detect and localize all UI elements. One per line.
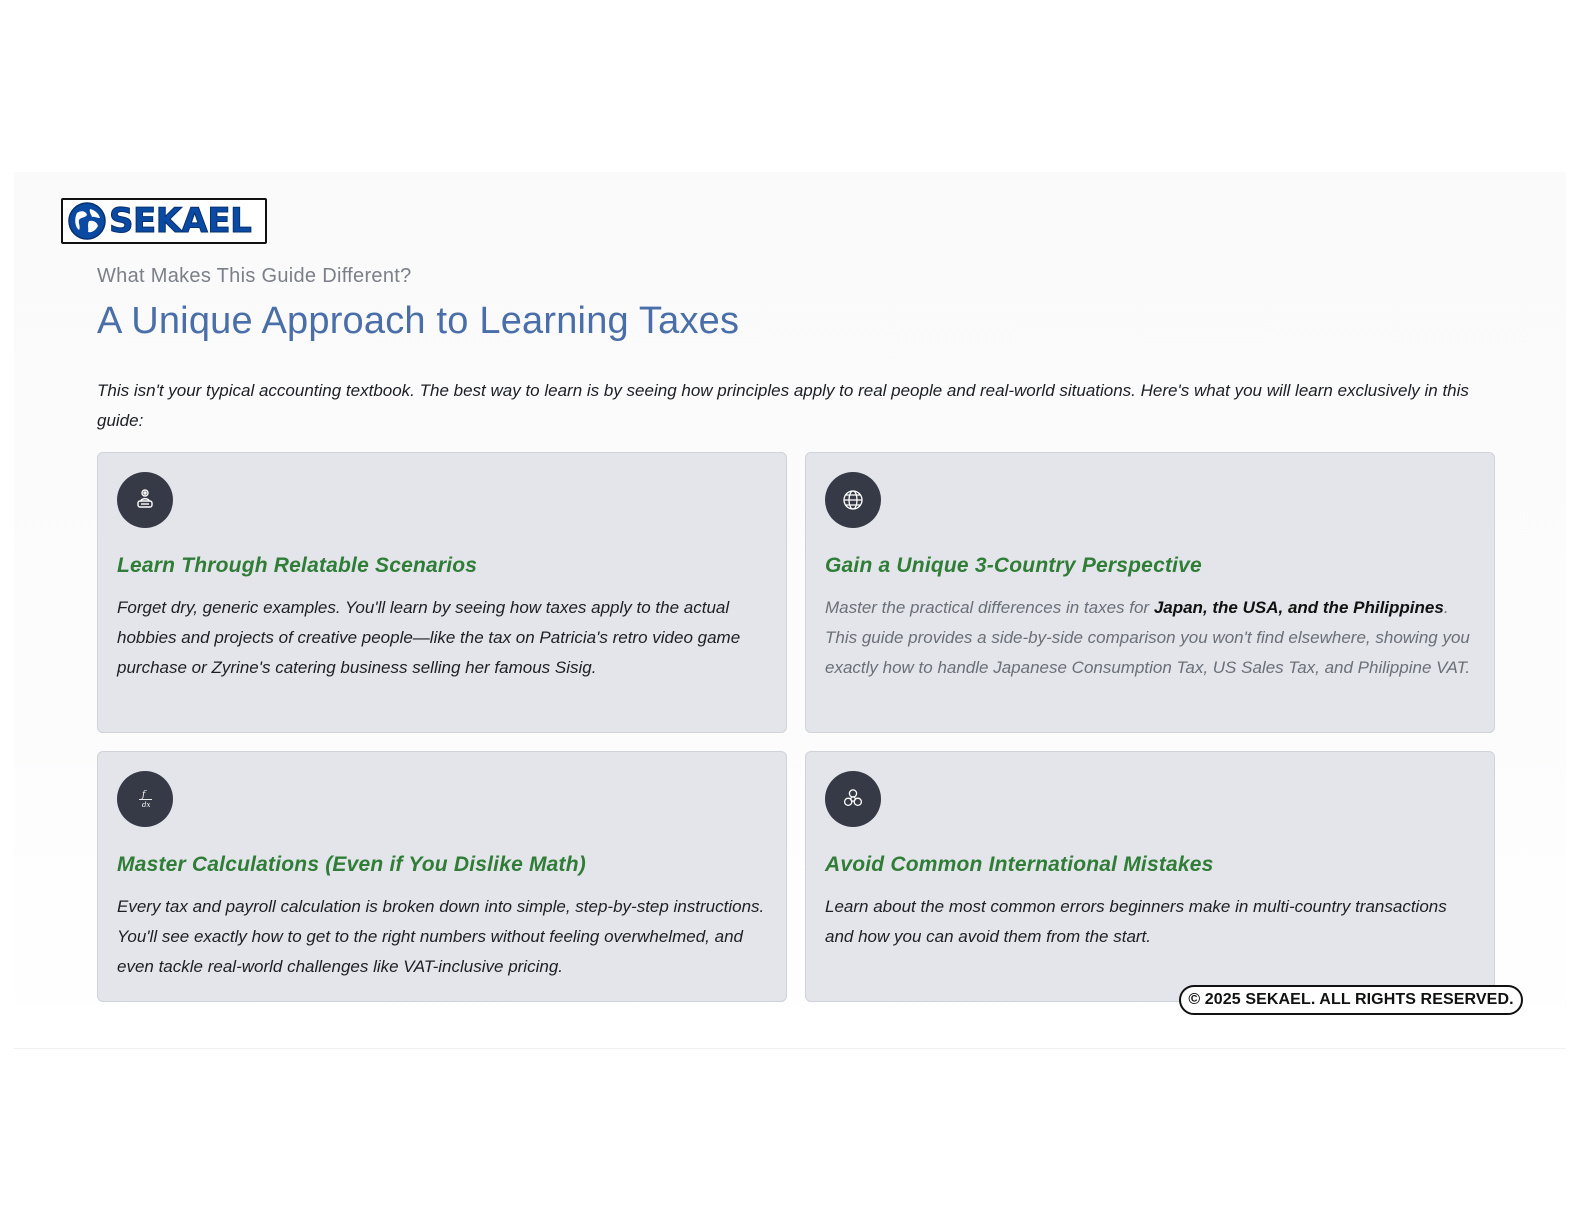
section-intro: This isn't your typical accounting textbook. The best way to learn is by seeing how principles apply to real people and real-world situations. Here's what you will learn exclusively in this guide: (97, 381, 1469, 430)
biohazard-icon (825, 771, 881, 827)
card-body: Learn about the most common errors beginners make in multi-country transactions and how you can avoid them from the start. (825, 897, 1447, 946)
highlight-countries: Japan, the USA, and the Philippines (1153, 598, 1444, 617)
card-title: Gain a Unique 3-Country Perspective (825, 554, 1202, 577)
card-body: Master the practical differences in taxes for Japan, the USA, and the Philippines. This guide provides a side-by-side comparison you won't find elsewhere, showing you exactly how to handle Japanese Consumption Tax, US Sales Tax, and Philippine VAT. (825, 598, 1471, 677)
logo-text: SEKAEL (109, 201, 252, 241)
derivative-icon (117, 771, 173, 827)
card-body: Every tax and payroll calculation is broken down into simple, step-by-step instructions. You'll see exactly how to get to the right numbers without feeling overwhelmed, and even tackle real-world challenges like VAT-inclusive pricing. (117, 897, 765, 976)
card-title: Learn Through Relatable Scenarios (117, 554, 478, 577)
card-title: Master Calculations (Even if You Dislike Math) (117, 853, 586, 876)
feature-card-scenarios (97, 452, 787, 733)
globe-logo-icon (67, 201, 107, 241)
svg-text:dx: dx (142, 801, 151, 809)
section-title: A Unique Approach to Learning Taxes (97, 300, 740, 342)
feature-card-3-country (805, 452, 1495, 733)
feature-card-mistakes (805, 751, 1495, 1002)
card-title: Avoid Common International Mistakes (825, 853, 1214, 876)
card-body: Forget dry, generic examples. You'll learn by seeing how taxes apply to the actual hobbies and projects of creative people—like the tax on Patricia's retro video game purchase or Zyrine's catering business selling her famous Sisig. (117, 598, 741, 677)
globe-icon (825, 472, 881, 528)
feature-card-calculations (97, 751, 787, 1002)
copyright-badge: © 2025 SEKAEL. ALL RIGHTS RESERVED. (1179, 985, 1523, 1015)
person-scenario-icon (117, 472, 173, 528)
svg-text:f: f (142, 790, 146, 800)
section-eyebrow: What Makes This Guide Different? (97, 265, 412, 287)
sekael-logo[interactable] (61, 198, 267, 244)
